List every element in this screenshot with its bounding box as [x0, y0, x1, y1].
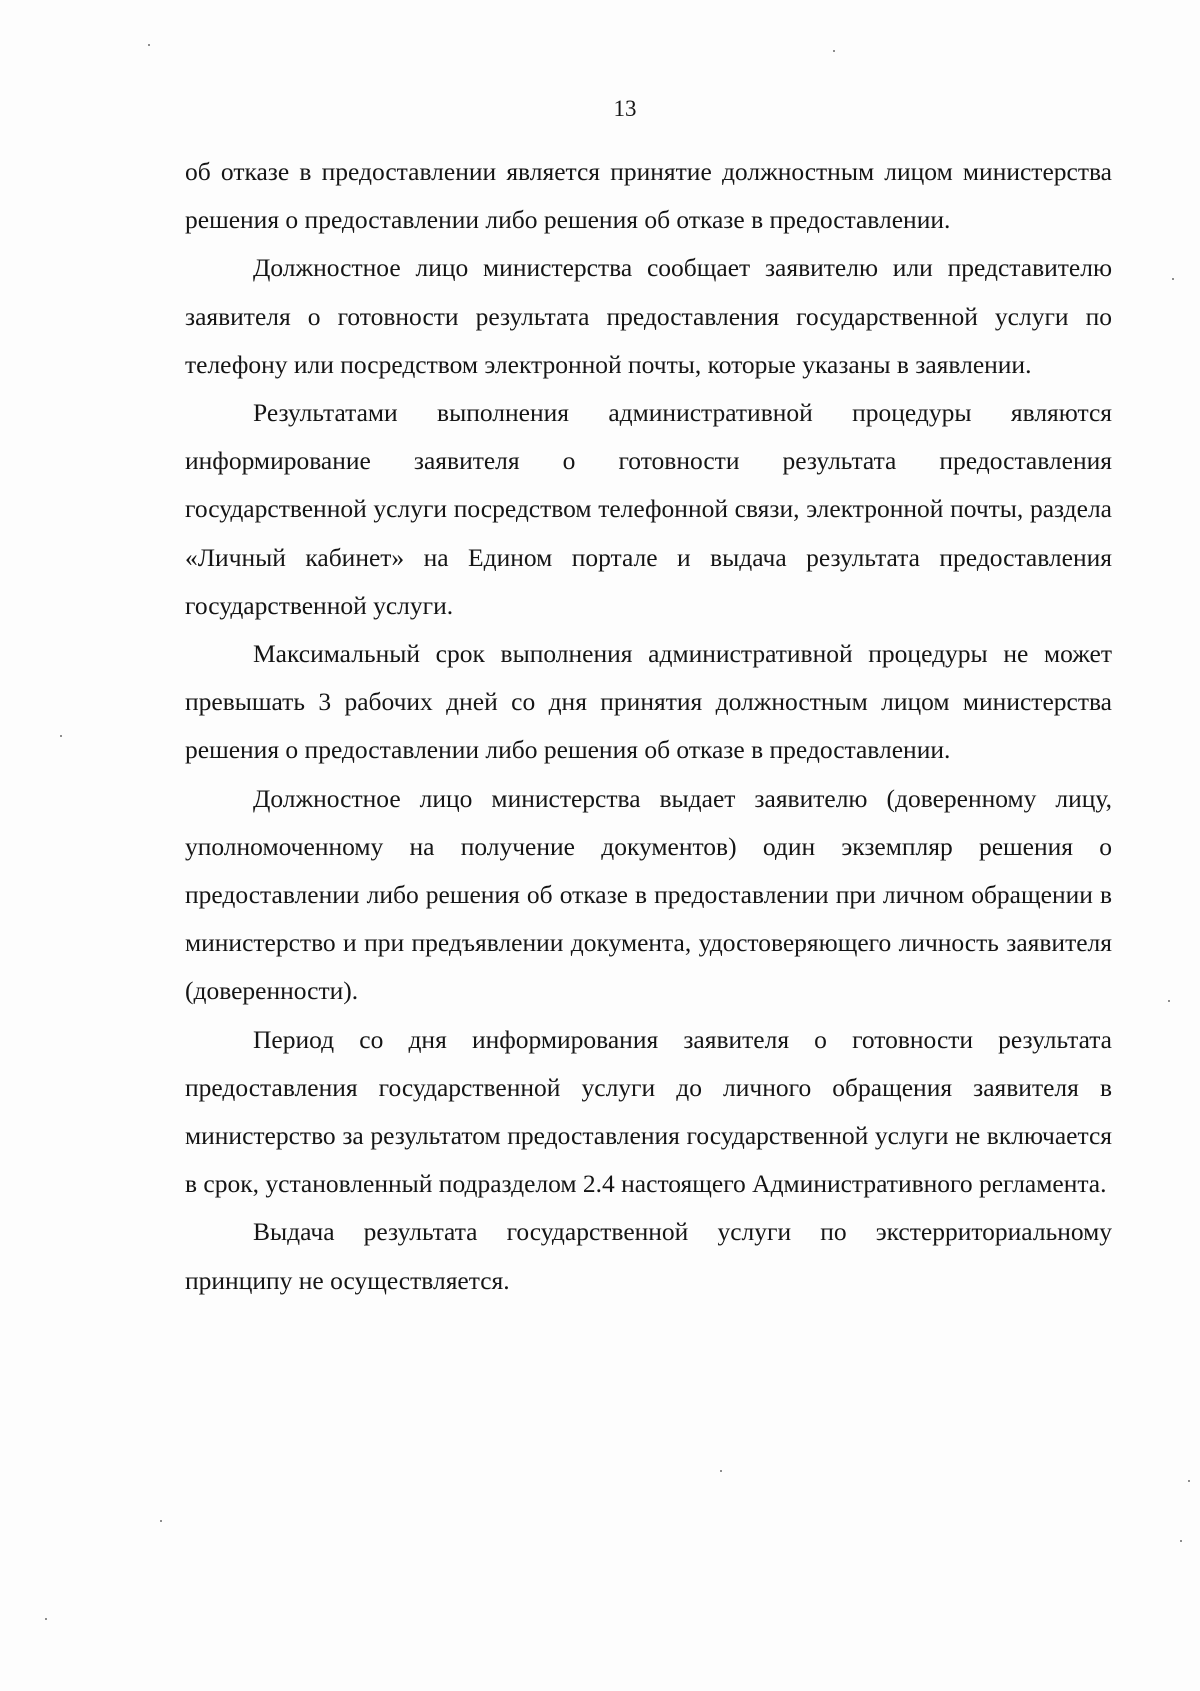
scan-speck [1188, 1480, 1190, 1482]
paragraph-extraterritorial: Выдача результата государственной услуги по экстерриториальному принципу не осуществляется. [185, 1217, 1112, 1295]
document-body [185, 148, 1112, 1305]
scan-speck [720, 1470, 722, 1472]
paragraph-continuation: об отказе в предоставлении является принятие должностным лицом министерства решения о предоставлении либо решения об отказе в предоставлении. [185, 157, 1112, 235]
paragraph-max-term: Максимальный срок выполнения административной процедуры не может превышать 3 рабочих дней со дня принятия должностным лицом министерства решения о предоставлении либо решения об отказе в предоставлении. [185, 639, 1112, 765]
scan-speck [833, 50, 835, 52]
scan-speck [1180, 1540, 1182, 1542]
page-number: 13 [613, 96, 637, 121]
scan-speck [1172, 278, 1174, 280]
paragraph-notification: Должностное лицо министерства сообщает заявителю или представителю заявителя о готовности результата предоставления государственной услуги по телефону или посредством электронной почты, которые указаны в заявлении. [185, 253, 1112, 379]
paragraph-results: Результатами выполнения административной процедуры являются информирование заявителя о готовности результата предоставления государственной услуги посредством телефонной связи, электронной почты, раздела «Личный кабинет» на Едином портале и выдача результата предоставления государственной услуги. [185, 398, 1112, 620]
scan-speck [1168, 1000, 1170, 1002]
scan-speck [45, 1618, 47, 1620]
scan-speck [148, 44, 150, 46]
scan-speck [60, 735, 62, 737]
paragraph-period: Период со дня информирования заявителя о готовности результата предоставления государственной услуги до личного обращения заявителя в министерство за результатом предоставления государственной услуги не включается в срок, установленный подразделом 2.4 настоящего Административного регламента. [185, 1024, 1112, 1199]
paragraph-issuance: Должностное лицо министерства выдает заявителю (доверенному лицу, уполномоченному на получение документов) один экземпляр решения о предоставлении либо решения об отказе в предоставлении при личном обращении в министерство и при предъявлении документа, удостоверяющего личность заявителя (доверенности). [185, 783, 1112, 1006]
scan-speck [160, 1520, 162, 1522]
